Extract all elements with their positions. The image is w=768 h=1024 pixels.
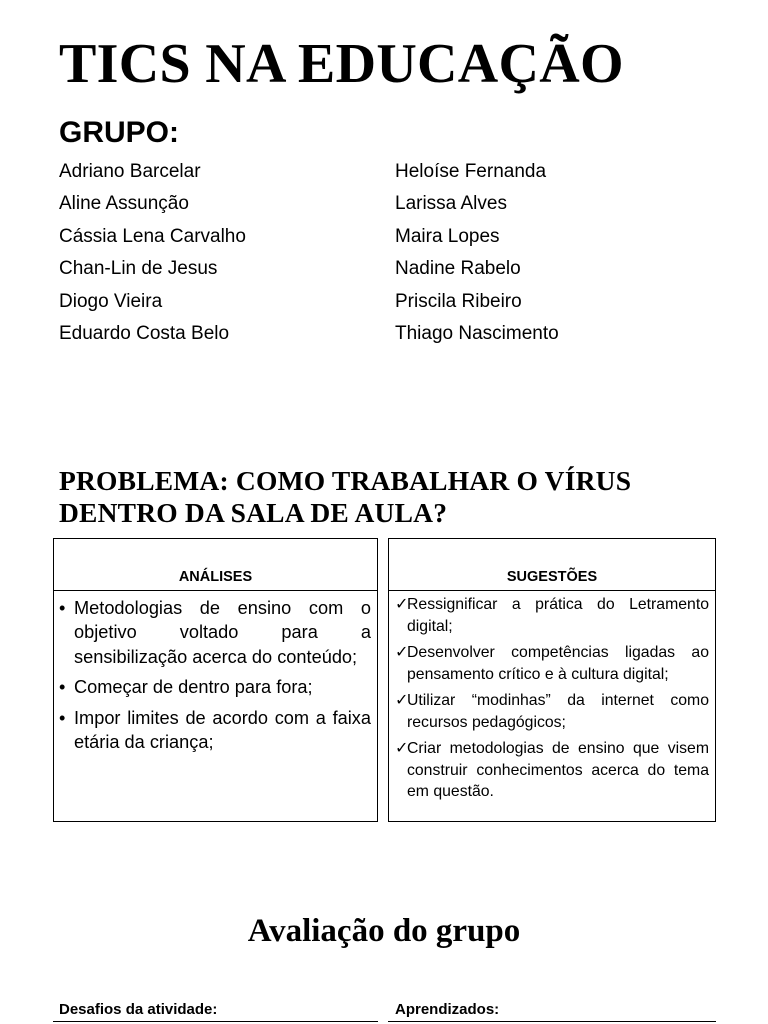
member-name: Adriano Barcelar: [59, 161, 201, 182]
sugestoes-item-text: Ressignificar a prática do Letramento digital;: [407, 596, 709, 635]
sugestoes-item-text: Desenvolver competências ligadas ao pensamento crítico e à cultura digital;: [407, 644, 709, 683]
analises-box: [53, 538, 378, 822]
members-list-left: [59, 156, 246, 350]
aprendizados-divider: [388, 1021, 716, 1022]
member-name: Heloíse Fernanda: [395, 161, 547, 182]
sugestoes-item: [395, 690, 709, 733]
avaliacao-heading: Avaliação do grupo: [247, 913, 521, 949]
checkmark-icon: ✓: [395, 644, 409, 661]
sugestoes-item-text: Utilizar “modinhas” da internet como recursos pedagógicos;: [407, 692, 709, 731]
sugestoes-list: [389, 591, 715, 803]
bullet-icon: •: [59, 677, 66, 698]
analises-header: ANÁLISES: [54, 539, 377, 591]
member-name: Aline Assunção: [59, 193, 189, 215]
analises-item: [59, 675, 371, 699]
group-heading: GRUPO:: [59, 116, 179, 149]
sugestoes-item: [395, 594, 709, 637]
sugestoes-item: [395, 642, 709, 685]
analises-list: [54, 591, 377, 754]
sugestoes-box: [388, 538, 716, 822]
analises-item-text: Começar de dentro para fora;: [74, 677, 313, 698]
desafios-label: Desafios da atividade:: [59, 1001, 218, 1018]
checkmark-icon: ✓: [395, 692, 409, 709]
member-name: Diogo Vieira: [59, 290, 163, 312]
member-name: Cássia Lena Carvalho: [59, 225, 246, 247]
sugestoes-item: [395, 738, 709, 803]
sugestoes-header: SUGESTÕES: [389, 539, 715, 591]
members-list-right: [395, 156, 559, 350]
desafios-divider: [53, 1021, 378, 1022]
member-name: Nadine Rabelo: [395, 258, 521, 280]
problem-heading: PROBLEMA: COMO TRABALHAR O VÍRUS DENTRO DA SALA DE AULA?: [59, 465, 632, 528]
checkmark-icon: ✓: [395, 740, 409, 757]
member-name: Thiago Nascimento: [395, 323, 559, 345]
bullet-icon: •: [59, 707, 66, 728]
aprendizados-label: Aprendizados:: [395, 1001, 500, 1018]
analises-item: [59, 706, 371, 755]
member-name: Priscila Ribeiro: [395, 290, 522, 312]
sugestoes-item-text: Criar metodologias de ensino que visem construir conhecimentos acerca do tema em questão.: [407, 740, 709, 800]
checkmark-icon: ✓: [395, 596, 409, 613]
member-name: Eduardo Costa Belo: [59, 323, 230, 345]
bullet-icon: •: [59, 598, 66, 618]
member-name: Chan-Lin de Jesus: [59, 258, 218, 280]
analises-item-text: Impor limites de acordo com a faixa etária da criança;: [74, 707, 371, 753]
document-title: TICS NA EDUCAÇÃO: [59, 33, 624, 95]
member-name: Larissa Alves: [395, 193, 507, 215]
member-name: Maira Lopes: [395, 225, 500, 247]
analises-item-text: Metodologias de ensino com o objetivo voltado para a sensibilização acerca do conteúdo;: [74, 598, 371, 667]
analises-item: [59, 596, 371, 669]
